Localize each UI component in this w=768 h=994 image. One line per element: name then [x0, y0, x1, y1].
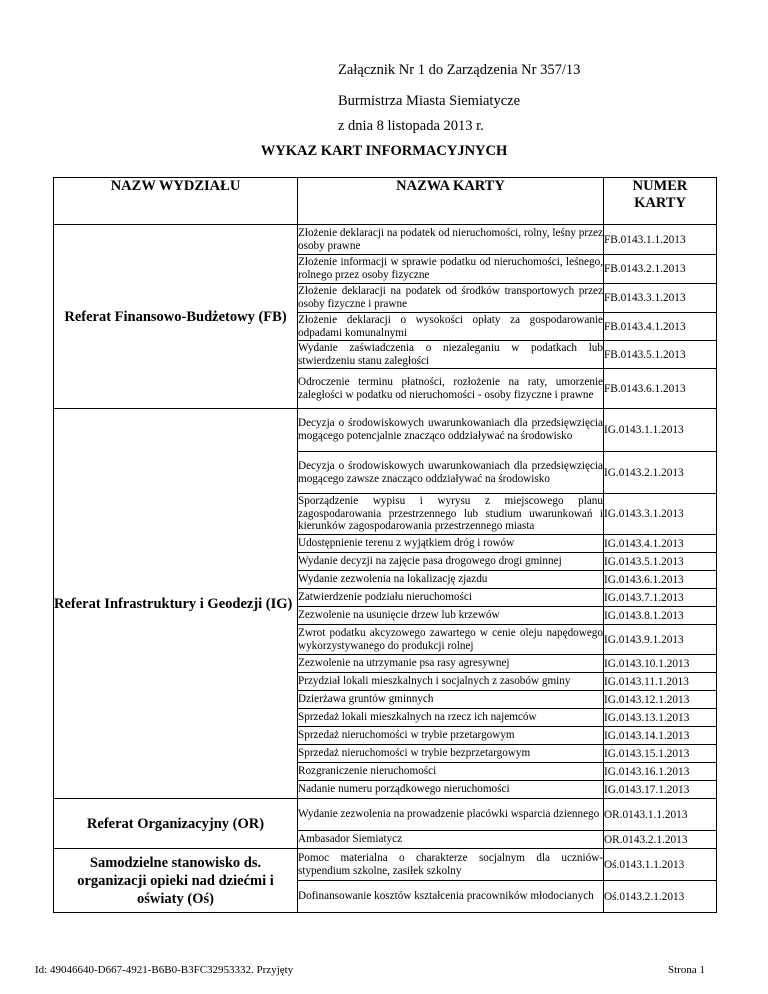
- card-number: IG.0143.15.1.2013: [604, 745, 717, 763]
- card-number: IG.0143.7.1.2013: [604, 589, 717, 607]
- card-name: Sprzedaż nieruchomości w trybie bezprzetargowym: [298, 745, 604, 763]
- card-number: IG.0143.16.1.2013: [604, 763, 717, 781]
- card-number: IG.0143.6.1.2013: [604, 571, 717, 589]
- card-name: Pomoc materialna o charakterze socjalnym dla uczniów-stypendium szkolne, zasiłek szkolny: [298, 849, 604, 881]
- table-row: [54, 225, 717, 255]
- card-name: Wydanie decyzji na zajęcie pasa drogowego drogi gminnej: [298, 553, 604, 571]
- card-number: IG.0143.1.1.2013: [604, 409, 717, 452]
- card-number: IG.0143.3.1.2013: [604, 494, 717, 535]
- card-name: Złożenie informacji w sprawie podatku od nieruchomości, leśnego, rolnego przez osoby fizyczne: [298, 255, 604, 284]
- document-id: Id: 49046640-D667-4921-B6B0-B3FC32953332. Przyjęty: [35, 964, 294, 976]
- card-number: IG.0143.13.1.2013: [604, 709, 717, 727]
- card-number: IG.0143.5.1.2013: [604, 553, 717, 571]
- issuer-line: Burmistrza Miasta Siemiatycze: [338, 93, 521, 109]
- card-name: Złożenie deklaracji o wysokości opłaty za gospodarowanie odpadami komunalnymi: [298, 313, 603, 339]
- table-header-row: [54, 178, 717, 225]
- card-number: IG.0143.4.1.2013: [604, 535, 717, 553]
- card-name: Decyzja o środowiskowych uwarunkowaniach dla przedsięwzięcia mogącego potencjalnie znacząco oddziaływać na środowisko: [298, 409, 604, 452]
- card-number: FB.0143.1.1.2013: [604, 225, 717, 255]
- card-name: Złożenie deklaracji na podatek od środków transportowych przez osoby fizyczne i prawne: [298, 284, 604, 313]
- header-card-name: NAZWA KARTY: [298, 178, 604, 225]
- card-number: OR.0143.1.1.2013: [604, 799, 717, 831]
- card-name: Sprzedaż lokali mieszkalnych na rzecz ich najemców: [298, 709, 604, 727]
- card-number: FB.0143.2.1.2013: [604, 255, 717, 284]
- department-or: Referat Organizacyjny (OR): [54, 799, 298, 849]
- card-name: Nadanie numeru porządkowego nieruchomości: [298, 781, 604, 799]
- header-card-number: NUMER KARTY: [604, 178, 717, 225]
- card-number: IG.0143.17.1.2013: [604, 781, 717, 799]
- card-name: Dofinansowanie kosztów kształcenia pracowników młodocianych: [298, 881, 604, 913]
- header-department: NAZW WYDZIAŁU: [54, 178, 298, 225]
- card-number: IG.0143.2.1.2013: [604, 452, 717, 494]
- card-number: Oś.0143.1.1.2013: [604, 849, 717, 881]
- card-number: IG.0143.11.1.2013: [604, 673, 717, 691]
- card-name: Złożenie deklaracji na podatek od nieruchomości, rolny, leśny przez osoby prawne: [298, 225, 604, 255]
- card-number: Oś.0143.2.1.2013: [604, 881, 717, 913]
- card-name: Wydanie zezwolenia na prowadzenie placówki wsparcia dziennego: [298, 799, 604, 831]
- card-name: Odroczenie terminu płatności, rozłożenie na raty, umorzenie zaległości w podatku od nieruchomości - osoby fizyczne i prawne: [298, 369, 604, 409]
- card-name: Przydział lokali mieszkalnych i socjalnych z zasobów gminy: [298, 673, 604, 691]
- department-fb: Referat Finansowo-Budżetowy (FB): [54, 225, 298, 409]
- page-number: Strona 1: [668, 964, 705, 976]
- card-number: FB.0143.3.1.2013: [604, 284, 717, 313]
- card-name: Zwrot podatku akcyzowego zawartego w cenie oleju napędowego wykorzystywanego do produkcji rolnej: [298, 625, 604, 655]
- card-name: Ambasador Siemiatycz: [298, 831, 604, 849]
- card-name: Zezwolenie na utrzymanie psa rasy agresywnej: [298, 655, 604, 673]
- card-number: IG.0143.9.1.2013: [604, 625, 717, 655]
- card-name: Decyzja o środowiskowych uwarunkowaniach dla przedsięwzięcia mogącego zawsze znacząco oddziaływać na środowisko: [298, 452, 604, 494]
- table-row: [54, 799, 717, 831]
- cards-table: [53, 177, 717, 913]
- card-number: IG.0143.10.1.2013: [604, 655, 717, 673]
- card-number: OR.0143.2.1.2013: [604, 831, 717, 849]
- document-title: WYKAZ KART INFORMACYJNYCH: [260, 143, 508, 159]
- department-ig: Referat Infrastruktury i Geodezji (IG): [54, 409, 298, 799]
- card-name: Sporządzenie wypisu i wyrysu z miejscowego planu zagospodarowania przestrzennego lub studium uwarunkowań i kierunków zagospodarowania przestrzennego miasta: [298, 494, 604, 535]
- card-name: Wydanie zezwolenia na lokalizację zjazdu: [298, 571, 604, 589]
- card-name: Sprzedaż nieruchomości w trybie przetargowym: [298, 727, 604, 745]
- card-name: Zatwierdzenie podziału nieruchomości: [298, 589, 604, 607]
- card-name: Udostępnienie terenu z wyjątkiem dróg i rowów: [298, 535, 604, 553]
- table-row: [54, 409, 717, 452]
- card-number: IG.0143.12.1.2013: [604, 691, 717, 709]
- date-line: z dnia 8 listopada 2013 r.: [338, 118, 484, 134]
- card-name: Rozgraniczenie nieruchomości: [298, 763, 604, 781]
- card-name: Zezwolenie na usunięcie drzew lub krzewów: [298, 607, 604, 625]
- card-number: IG.0143.8.1.2013: [604, 607, 717, 625]
- annex-line: Załącznik Nr 1 do Zarządzenia Nr 357/13: [338, 62, 581, 78]
- table-row: [54, 849, 717, 881]
- card-name: Dzierżawa gruntów gminnych: [298, 691, 604, 709]
- card-number: IG.0143.14.1.2013: [604, 727, 717, 745]
- card-number: FB.0143.5.1.2013: [604, 341, 717, 369]
- card-number: FB.0143.4.1.2013: [604, 313, 717, 341]
- department-os: Samodzielne stanowisko ds. organizacji opieki nad dziećmi i oświaty (Oś): [54, 849, 298, 913]
- card-number: FB.0143.6.1.2013: [604, 369, 717, 409]
- card-name: Wydanie zaświadczenia o niezaleganiu w podatkach lub stwierdzeniu stanu zaległości: [298, 341, 603, 367]
